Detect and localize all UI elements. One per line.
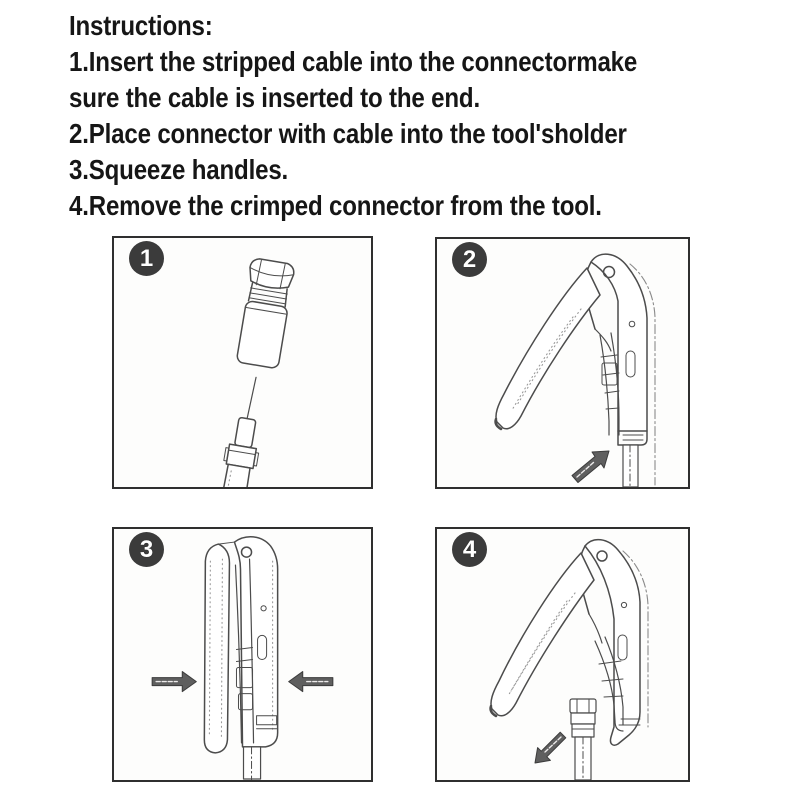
step-4-badge: 4 [452,532,487,567]
crimp-tool-remove-figure [437,529,688,780]
step-panel-1 [112,236,373,489]
step-2-badge: 2 [452,242,487,277]
step-panel-4 [435,527,690,782]
instruction-line-4: 3.Squeeze handles. [69,154,289,185]
stripped-cable-and-connector-figure [114,238,371,487]
instruction-line-2: sure the cable is inserted to the end. [69,82,480,113]
step-1-badge: 1 [129,241,164,276]
instructions-title: Instructions: [69,10,213,41]
instruction-line-5: 4.Remove the crimped connector from the tool. [69,190,602,221]
instructions-block [69,8,800,224]
step-panel-3 [112,527,373,782]
step-panel-2 [435,237,690,489]
crimp-tool-squeeze-figure [114,529,371,780]
step-3-badge: 3 [129,532,164,567]
instruction-line-1: 1.Insert the stripped cable into the connectormake [69,46,638,77]
instruction-line-3: 2.Place connector with cable into the tool'sholder [69,118,627,149]
